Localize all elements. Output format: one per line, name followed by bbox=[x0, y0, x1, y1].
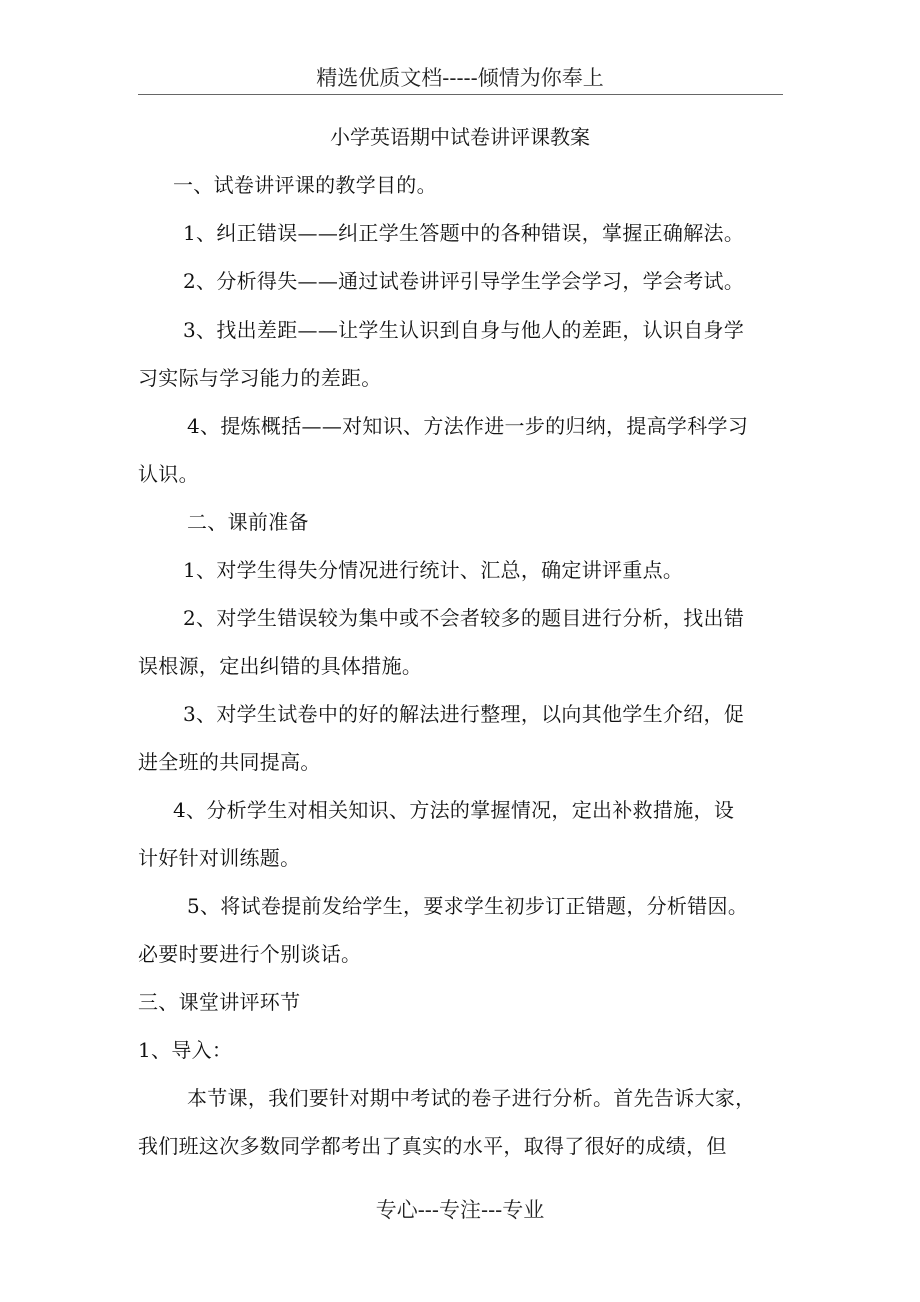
header-divider bbox=[138, 94, 783, 95]
page-footer: 专心---专注---专业 bbox=[375, 1198, 545, 1222]
section-2-item-1: 1、对学生得失分情况进行统计、汇总，确定讲评重点。 bbox=[183, 558, 684, 582]
section-3-heading: 三、课堂讲评环节 bbox=[138, 990, 301, 1014]
section-2-item-3-line-1: 3、对学生试卷中的好的解法进行整理，以向其他学生介绍，促 bbox=[183, 702, 745, 726]
section-1-item-4-line-1: 4、提炼概括——对知识、方法作进一步的归纳，提高学科学习 bbox=[187, 414, 749, 438]
section-1-heading: 一、试卷讲评课的教学目的。 bbox=[173, 173, 437, 197]
section-2-item-5-line-1: 5、将试卷提前发给学生，要求学生初步订正错题，分析错因。 bbox=[187, 894, 749, 918]
section-2-item-3-line-2: 进全班的共同提高。 bbox=[138, 750, 321, 774]
section-1-item-4-line-2: 认识。 bbox=[138, 462, 199, 486]
section-1-item-3-line-1: 3、找出差距——让学生认识到自身与他人的差距，认识自身学 bbox=[183, 318, 745, 342]
section-1-item-2: 2、分析得失——通过试卷讲评引导学生学会学习，学会考试。 bbox=[183, 269, 745, 293]
section-1-item-3-line-2: 习实际与学习能力的差距。 bbox=[138, 366, 382, 390]
section-1-item-1: 1、纠正错误——纠正学生答题中的各种错误，掌握正确解法。 bbox=[183, 221, 745, 245]
page-header: 精选优质文档-----倾情为你奉上 bbox=[316, 66, 604, 90]
section-2-heading: 二、课前准备 bbox=[187, 510, 309, 534]
section-2-item-2-line-1: 2、对学生错误较为集中或不会者较多的题目进行分析，找出错 bbox=[183, 606, 745, 630]
section-2-item-4-line-1: 4、分析学生对相关知识、方法的掌握情况，定出补救措施，设 bbox=[173, 798, 735, 822]
section-3-paragraph-line-2: 我们班这次多数同学都考出了真实的水平，取得了很好的成绩，但 bbox=[138, 1134, 727, 1158]
section-2-item-2-line-2: 误根源，定出纠错的具体措施。 bbox=[138, 654, 423, 678]
section-3-subheading-1: 1、导入： bbox=[138, 1038, 233, 1062]
section-2-item-4-line-2: 计好针对训练题。 bbox=[138, 846, 301, 870]
document-title: 小学英语期中试卷讲评课教案 bbox=[330, 125, 590, 149]
section-3-paragraph-line-1: 本节课，我们要针对期中考试的卷子进行分析。首先告诉大家， bbox=[187, 1086, 756, 1110]
section-2-item-5-line-2: 必要时要进行个别谈话。 bbox=[138, 942, 362, 966]
